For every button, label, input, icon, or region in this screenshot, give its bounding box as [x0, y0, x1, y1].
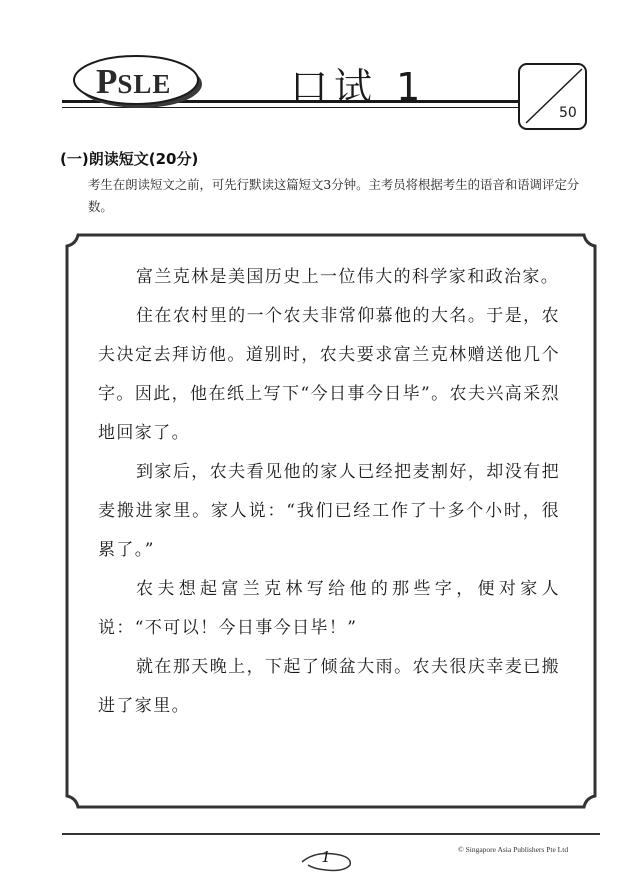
logo-letter-p: P [96, 62, 118, 101]
section-title: (一)朗读短文(20分) [60, 150, 199, 168]
max-score: 50 [559, 105, 577, 121]
passage-paragraph: 农夫想起富兰克林写给他的那些字，便对家人说：“不可以！今日事今日毕！” [98, 579, 560, 638]
logo-letters-sle: SLE [117, 69, 172, 99]
passage-paragraph: 富兰克林是美国历史上一位伟大的科学家和政治家。 [136, 267, 560, 287]
passage-paragraph: 到家后，农夫看见他的家人已经把麦割好，却没有把麦搬进家里。家人说：“我们已经工作了十多个小时，很累了。” [98, 462, 560, 560]
page-number: 1 [321, 848, 331, 866]
score-box [518, 63, 587, 130]
psle-logo-text [96, 62, 171, 102]
psle-logo [70, 50, 205, 112]
passage-paragraph: 住在农村里的一个农夫非常仰慕他的大名。于是，农夫决定去拜访他。道别时，农夫要求富兰克林赠送他几个字。因此，他在纸上写下“今日事今日毕”。农夫兴高采烈地回家了。 [98, 306, 560, 443]
page-title: 口试 1 [290, 65, 427, 109]
footer-rule [62, 833, 600, 835]
reading-passage [98, 258, 560, 726]
section-instructions: 考生在朗读短文之前，可先行默读这篇短文3分钟。主考员将根据考生的语音和语调评定分数。 [88, 177, 580, 214]
page-number-badge [296, 846, 356, 876]
passage-paragraph: 就在那天晚上，下起了倾盆大雨。农夫很庆幸麦已搬进了家里。 [98, 657, 560, 716]
copyright-notice: © Singapore Asia Publishers Pte Ltd [458, 845, 569, 854]
